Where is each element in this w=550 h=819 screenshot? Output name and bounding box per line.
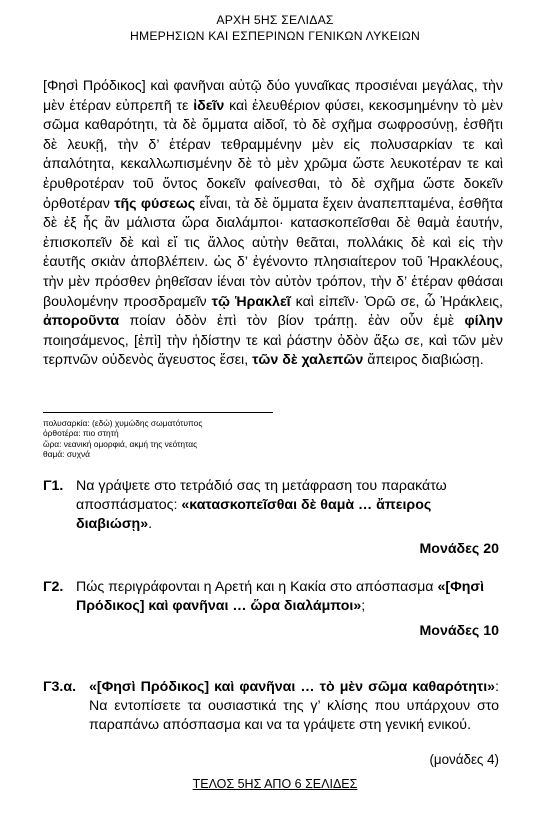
question-quote: «[Φησὶ Πρόδικος] καὶ φανῆναι … ὥρα διαλάμποι» bbox=[76, 579, 485, 614]
glossary-entry: ὀρθοτέρα: πιο στητή bbox=[43, 428, 119, 439]
glossary-entry: πολυσαρκία: (εδώ) χυμώδης σωματότυπος bbox=[43, 418, 203, 428]
question-punct: ; bbox=[361, 598, 366, 614]
page-footer bbox=[0, 777, 550, 791]
glossary-entry: ὥρα: νεανική ομορφιά, ακμή της νεότητας bbox=[43, 438, 198, 449]
footer-text: ΤΕΛΟΣ 5ΗΣ ΑΠΟ 6 ΣΕΛΙΔΕΣ bbox=[192, 777, 358, 791]
passage-text: ἄπειρος διαβιώσῃ. bbox=[363, 352, 484, 369]
question-g2 bbox=[43, 578, 499, 641]
passage-bold: φίλην bbox=[464, 313, 503, 330]
passage-text: καὶ ἐλευθέριον φύσει, κεκοσμημένην τὸ μὲν σῶμα καθαρότητι, τὰ δὲ ὄμματα αἰδοῖ, τὸ δὲ σχῆμα σωφροσύνῃ, ἐσθῆτι δὲ λευκῇ, τὴν δ’ ἑτέραν τεθραμμένην μὲν εἰς πολυσαρκίαν τε καὶ ἁπαλότητα, κεκαλλωπισμένην δὲ τὸ μὲν χρῶμα ὥστε λευκοτέραν τε καὶ ἐρυθροτέραν τοῦ ὄντος δοκεῖν φαίνεσθαι, τὸ δὲ σχῆμα ὥστε δοκεῖν ὀρθοτέραν bbox=[43, 97, 503, 212]
passage-bold: τῷ Ἡρακλεῖ bbox=[211, 293, 291, 310]
header-line-1: ΑΡΧΗ 5ΗΣ ΣΕΛΙΔΑΣ bbox=[216, 13, 334, 27]
points-label: (μονάδες 4) bbox=[429, 752, 499, 767]
question-g3a bbox=[43, 678, 499, 735]
question-quote: «[Φησὶ Πρόδικος] καὶ φανῆναι … τὸ μὲν σῶμα καθαρότητι» bbox=[89, 679, 496, 695]
passage-bold: τῆς φύσεως bbox=[114, 195, 196, 212]
glossary bbox=[43, 418, 202, 460]
ancient-text-passage bbox=[43, 77, 503, 371]
passage-bold: ἰδεῖν bbox=[193, 97, 225, 114]
points-label: Μονάδες 20 bbox=[419, 541, 499, 557]
passage-text: ποιησάμενος, [ἐπὶ] τὴν ἡδίστην τε καὶ ῥάστην ὁδὸν ἄξω σε, καὶ τῶν μὲν τερπνῶν οὐδενὸς ἄγευστος ἔσει, bbox=[43, 332, 503, 369]
question-text: Να γράψετε στο τετράδιό σας τη μετάφραση του παρακάτω αποσπάσματος: bbox=[76, 478, 447, 513]
passage-text: καὶ εἰπεῖν· Ὁρῶ σε, ὦ Ἡράκλεις, bbox=[290, 293, 503, 310]
passage-text: ποίαν ὁδὸν ἐπὶ τὸν βίον τράπῃ. ἐὰν οὖν ἐμὲ bbox=[119, 313, 465, 330]
page-header bbox=[0, 13, 550, 44]
question-quote: «κατασκοπεῖσθαι δὲ θαμὰ … ἄπειρος διαβιώσῃ» bbox=[76, 497, 432, 532]
header-line-2: ΗΜΕΡΗΣΙΩΝ ΚΑΙ ΕΣΠΕΡΙΝΩΝ ΓΕΝΙΚΩΝ ΛΥΚΕΙΩΝ bbox=[130, 28, 420, 43]
question-punct: . bbox=[148, 516, 153, 532]
passage-bold: ἀποροῦντα bbox=[43, 313, 120, 330]
question-text: : Να εντοπίσετε τα ουσιαστικά της γ’ κλίσης που υπάρχουν στο παραπάνω απόσπασμα και να τα γράψετε στη γενική ενικού. bbox=[89, 679, 499, 733]
passage-bold: τῶν δὲ χαλεπῶν bbox=[252, 352, 364, 369]
passage-text: εἶναι, τὰ δὲ ὄμματα ἔχειν ἀναπεπταμένα, ἐσθῆτα δὲ ἐξ ἧς ἂν μάλιστα ὥρα διαλάμποι· κατασκοπεῖσθαι δὲ θαμὰ ἑαυτήν, ἐπισκοπεῖν δὲ καὶ εἴ τις ἄλλος αὐτὴν θεᾶται, πολλάκις δὲ καὶ εἰς τὴν ἑαυτῆς σκιὰν ἀποβλέπειν. ὡς δ’ ἐγένοντο πλησιαίτερον τοῦ Ἡρακλέους, τὴν μὲν πρόσθεν ῥηθεῖσαν ἰέναι τὸν αὐτὸν τρόπον, τὴν δ’ ἑτέραν φθάσαι βουλομένην προσδραμεῖν bbox=[43, 195, 504, 310]
question-label: Γ2. bbox=[43, 579, 64, 595]
glossary-divider bbox=[43, 412, 273, 413]
question-text: Πώς περιγράφονται η Αρετή και η Κακία στο απόσπασμα bbox=[76, 579, 438, 595]
question-label: Γ1. bbox=[43, 478, 64, 494]
question-label: Γ3.α. bbox=[43, 679, 77, 695]
question-g1 bbox=[43, 477, 499, 559]
passage-text: [Φησὶ Πρόδικος] καὶ φανῆναι αὐτῷ δύο γυναῖκας προσιέναι μεγάλας, τὴν μὲν ἑτέραν εὐπρεπῆ τε bbox=[43, 78, 503, 114]
glossary-entry: θαμά: συχνά bbox=[43, 449, 90, 460]
points-label: Μονάδες 10 bbox=[419, 623, 499, 639]
